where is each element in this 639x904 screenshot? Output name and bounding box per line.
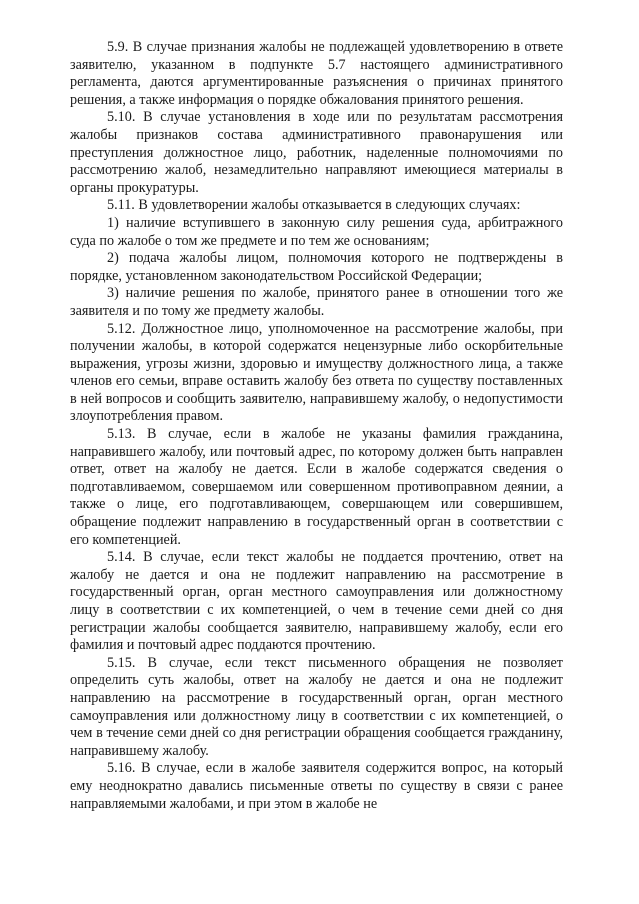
list-item-5-11-1: 1) наличие вступившего в законную силу решения суда, арбитражного суда по жалобе о том же предмете и по тем же основаниям; (70, 214, 563, 249)
paragraph-5-11: 5.11. В удовлетворении жалобы отказывается в следующих случаях: (107, 197, 521, 214)
paragraph-5-10: 5.10. В случае установления в ходе или по результатам рассмотрения жалобы признаков состава административного правонарушения или преступления должностное лицо, работник, наделенные полномочиями по рассмотрению жалоб, незамедлительно направляют имеющиеся материалы в органы прокуратуры. (70, 109, 563, 196)
paragraph-5-15: 5.15. В случае, если текст письменного обращения не позволяет определить суть жалобы, ответ на жалобу не дается и она не подлежит направлению на рассмотрение в государственный орган, орган местного самоуправления или должностному лицу в соответствии с их компетенцией, о чем в течение семи дней со дня регистрации обращения сообщается гражданину, направившему жалобу. (70, 654, 563, 759)
paragraph-5-16: 5.16. В случае, если в жалобе заявителя содержится вопрос, на который ему неоднократно давались письменные ответы по существу в связи с ранее направляемыми жалобами, и при этом в жалобе не (70, 760, 563, 812)
list-item-5-11-2: 2) подача жалобы лицом, полномочия которого не подтверждены в порядке, установленном законодательством Российской Федерации; (70, 250, 563, 284)
document-body (70, 39, 563, 813)
paragraph-5-9: 5.9. В случае признания жалобы не подлежащей удовлетворению в ответе заявителю, указанном в подпункте 5.7 настоящего административного регламента, даются аргументированные разъяснения о причинах принятого решения, а также информация о порядке обжалования принятого решения. (70, 39, 563, 108)
paragraph-5-12: 5.12. Должностное лицо, уполномоченное на рассмотрение жалобы, при получении жалобы, в которой содержатся нецензурные либо оскорбительные выражения, угрозы жизни, здоровью и имуществу должностного лица, а также членов его семьи, вправе оставить жалобу без ответа по существу поставленных в ней вопросов и сообщить заявителю, направившему жалобу, о недопустимости злоупотребления правом. (70, 320, 563, 425)
list-item-5-11-3: 3) наличие решения по жалобе, принятого ранее в отношении того же заявителя и по тому же предмету жалобы. (70, 285, 563, 319)
paragraph-5-14: 5.14. В случае, если текст жалобы не поддается прочтению, ответ на жалобу не дается и она не подлежит направлению на рассмотрение в государственный орган, орган местного самоуправления или должностному лицу в соответствии с их компетенцией, о чем в течение семи дней со дня регистрации жалобы сообщается заявителю, направившему жалобу, если его фамилия и почтовый адрес поддаются прочтению. (70, 549, 563, 654)
paragraph-5-13: 5.13. В случае, если в жалобе не указаны фамилия гражданина, направившего жалобу, или почтовый адрес, по которому должен быть направлен ответ, ответ на жалобу не дается. Если в жалобе содержатся сведения о подготавливаемом, совершаемом или совершенном противоправном деянии, а также о лице, его подготавливающем, совершающем или совершившем, обращение подлежит направлению в государственный орган в соответствии с его компетенцией. (70, 426, 563, 548)
